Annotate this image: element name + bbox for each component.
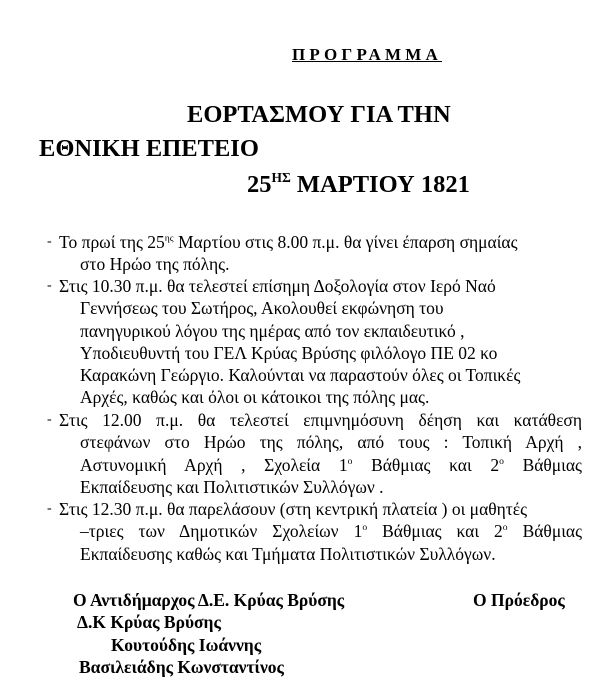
- item-suffix: ο: [347, 455, 353, 467]
- title-line-3: [247, 171, 470, 199]
- signature-name-vasileiadis: Βασιλειάδης Κωνσταντίνος: [79, 657, 284, 677]
- item-line: Στις 12.30 π.μ. θα παρελάσουν (στη κεντρική πλατεία ) οι μαθητές: [59, 499, 528, 519]
- item-text: Μαρτίου στις 8.00 π.μ. θα γίνει έπαρση σημαίας: [173, 232, 518, 252]
- item-text: –τριες των Δημοτικών Σχολείων 1: [80, 521, 363, 542]
- bullet-dash: -: [47, 412, 52, 427]
- signature-name-koutoudis: Κουτούδης Ιωάννης: [111, 635, 262, 655]
- title-day: 25: [247, 171, 272, 198]
- title-day-suffix: ΗΣ: [271, 169, 291, 185]
- item-line: Στις 10.30 π.μ. θα τελεστεί επίσημη Δοξολογία στον Ιερό Ναό: [59, 276, 496, 296]
- item-line: Αρχές, καθώς και όλοι οι κάτοικοι της πόλης μας.: [80, 387, 430, 408]
- signature-community-name: Δ.Κ Κρύας Βρύσης: [77, 612, 221, 632]
- item-line: [80, 454, 582, 476]
- title-month-year: ΜΑΡΤΙΟΥ 1821: [290, 171, 470, 198]
- item-line: [80, 520, 582, 542]
- signature-president-title: Ο Πρόεδρος: [473, 590, 565, 610]
- item-suffix: ο: [499, 455, 504, 467]
- title-line-1: ΕΟΡΤΑΣΜΟΥ ΓΙΑ ΤΗΝ: [187, 101, 451, 128]
- title-line-2: ΕΘΝΙΚΗ ΕΠΕΤΕΙΟ: [39, 135, 259, 162]
- item-line: Στις 12.00 π.μ. θα τελεστεί επιμνημόσυνη δέηση και κατάθεση: [59, 410, 582, 430]
- item-text: Βάθμιας και 2: [382, 521, 503, 542]
- item-suffix: ο: [362, 522, 368, 534]
- item-line: στο Ηρώο της πόλης.: [80, 254, 230, 275]
- item-line: Γεννήσεως του Σωτήρος, Ακολουθεί εκφώνηση του: [80, 298, 444, 319]
- item-line: στεφάνων στο Ηρώο της πόλης, από τους : Τοπική Αρχή ,: [80, 432, 582, 453]
- item-line: Υποδιευθυντή του ΓΕΛ Κρύας Βρύσης φιλόλογο ΠΕ 02 κο: [80, 342, 498, 363]
- program-item-1: [47, 231, 584, 276]
- item-suffix: ο: [502, 522, 508, 534]
- item-text: Βάθμιας: [522, 521, 583, 542]
- item-text: Το πρωί της 25: [59, 232, 165, 252]
- item-line: Εκπαίδευσης και Πολιτιστικών Συλλόγων .: [80, 476, 384, 497]
- item-line: Καρακώνη Γεώργιο. Καλούνται να παραστούν όλες οι Τοπικές: [80, 365, 521, 386]
- item-line: Εκπαίδευσης καθώς και Τμήματα Πολιτιστικών Συλλόγων.: [80, 543, 496, 564]
- program-item-2: [47, 275, 584, 409]
- item-line: [59, 231, 584, 253]
- program-heading: ΠΡΟΓΡΑΜΜΑ: [292, 45, 442, 64]
- program-item-4: [47, 498, 584, 565]
- item-suffix: ης: [164, 232, 174, 244]
- item-text: Βάθμιας: [522, 454, 582, 475]
- bullet-dash: -: [47, 278, 52, 293]
- program-item-3: [47, 409, 584, 498]
- bullet-dash: -: [47, 501, 52, 516]
- signature-deputy-mayor-title: Ο Αντιδήμαρχος Δ.Ε. Κρύας Βρύσης: [73, 590, 345, 610]
- bullet-dash: -: [47, 234, 52, 249]
- item-line: πανηγυρικού λόγου της ημέρας από τον εκπαιδευτικό ,: [80, 320, 465, 341]
- item-text: Βάθμιας και 2: [371, 454, 500, 475]
- item-text: Αστυνομική Αρχή , Σχολεία 1: [80, 454, 348, 475]
